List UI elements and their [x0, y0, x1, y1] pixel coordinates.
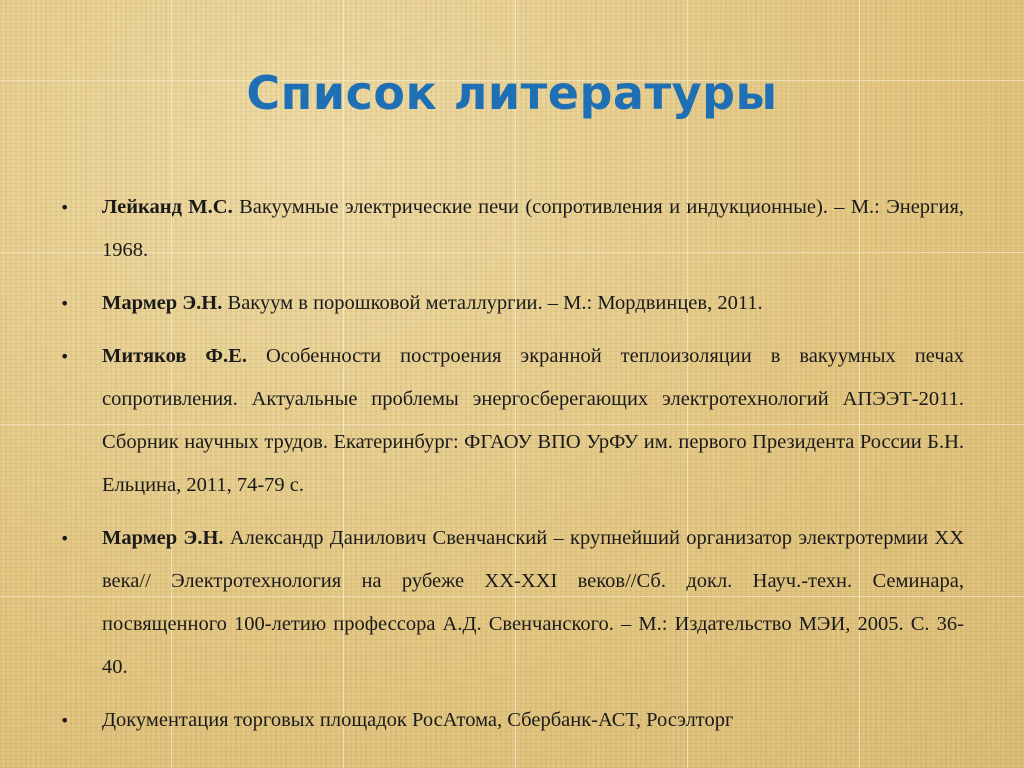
reference-item [60, 335, 964, 507]
bullet-icon: • [60, 347, 70, 366]
reference-description: Вакуумные электрические печи (сопротивления и индукционные). – М.: Энергия, 1968. [102, 196, 964, 261]
bullet-icon: • [60, 294, 70, 313]
reference-item [60, 517, 964, 689]
reference-author: Мармер Э.Н. [102, 292, 223, 314]
reference-text [102, 335, 964, 507]
reference-text [102, 186, 964, 272]
reference-description: Документация торговых площадок РосАтома, Сбербанк-АСТ, Росэлторг [102, 709, 734, 731]
reference-author: Митяков Ф.Е. [102, 345, 247, 367]
reference-description: Особенности построения экранной теплоизоляции в вакуумных печах сопротивления. Актуальные проблемы энергосберегающих электротехнологий АПЭЭТ-2011. Сборник научных трудов. Екатеринбург: ФГАОУ ВПО УрФУ им. первого Президента России Б.Н. Ельцина, 2011, 74-79 с. [102, 345, 965, 496]
reference-item [60, 186, 964, 272]
slide-title: Список литературы [246, 66, 778, 120]
reference-text [102, 699, 964, 742]
bullet-icon: • [60, 529, 70, 548]
reference-author: Лейканд М.С. [102, 196, 233, 218]
reference-description: Вакуум в порошковой металлургии. – М.: Мордвинцев, 2011. [227, 292, 763, 314]
reference-text [102, 282, 964, 325]
reference-item [60, 282, 964, 325]
reference-author: Мармер Э.Н. [102, 527, 224, 549]
reference-description: Александр Данилович Свенчанский – крупнейший организатор электротермии XX века// Электротехнология на рубеже XX-XXI веков//Сб. докл. Науч.-техн. Семинара, посвященного 100-летию профессора А.Д. Свенчанского. – М.: Издательство МЭИ, 2005. С. 36-40. [102, 527, 964, 678]
bullet-icon: • [60, 711, 70, 730]
reference-item [60, 699, 964, 742]
reference-list [60, 186, 964, 752]
bullet-icon: • [60, 198, 70, 217]
reference-text [102, 517, 964, 689]
